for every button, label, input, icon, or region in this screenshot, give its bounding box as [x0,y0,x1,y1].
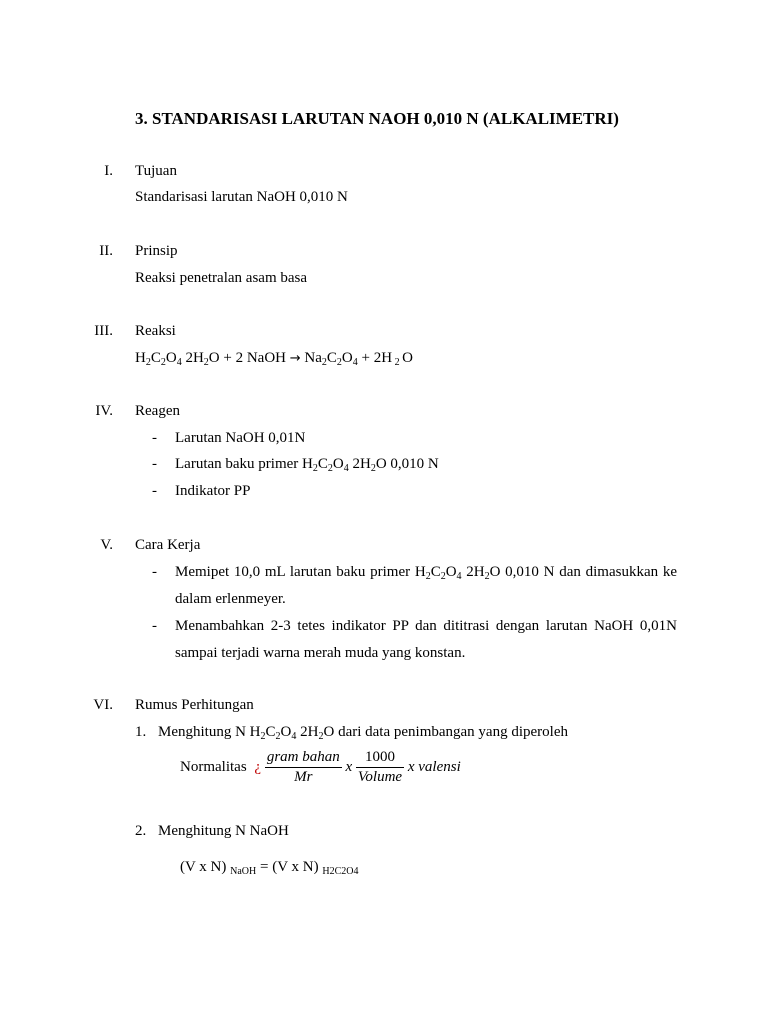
section-body-prinsip: Reaksi penetralan asam basa [135,270,308,286]
formula-step-2-text: Menghitung N NaOH [158,823,289,839]
multiply-sign: x [345,759,353,775]
fraction-1000-over-volume: $\frac{1000}{\text{Volume}}$ [357,749,403,785]
reagent-item-3: Indikator PP [175,483,251,499]
multiply-sign: x [407,759,415,775]
procedure-step-2-line-1: Menambahkan 2-3 tetes indikator PP dan dititrasi dengan larutan NaOH 0,01N [175,618,677,634]
formula-step-2-number: 2. [135,823,147,839]
section-number-6: VI. [93,697,113,713]
section-heading-reaksi: Reaksi [135,323,176,339]
reagent-item-2: Larutan baku primer $H_2C_2O_4$ $2H_2O$ 0,010 N [175,456,439,474]
section-number-3: III. [94,323,113,339]
reaction-equation: $H_2C_2O_4$ $2H_2O + 2$ NaOH → $Na_2C_2O_4 + 2H$ $_2$ O [135,350,413,368]
fraction-gram-over-mr: $\frac{\text{gram bahan}}{Mr}$ [266,749,340,785]
section-heading-prinsip: Prinsip [135,243,178,259]
list-bullet: - [152,430,157,446]
section-number-5: V. [100,537,113,553]
section-heading-reagen: Reagen [135,403,180,419]
formula-step-1-number: 1. [135,724,147,740]
list-bullet: - [152,564,157,580]
section-number-2: II. [99,243,113,259]
titration-equation: (V x N) $_{NaOH}$ = (V x N) $_{H2C2O4}$ [180,859,359,877]
reagent-item-1: Larutan NaOH 0,01N [175,430,306,446]
section-number-1: I. [104,163,113,179]
question-mark-symbol: ¿ [254,759,262,775]
procedure-step-2-line-2: sampai terjadi warna merah muda yang konstan. [175,645,466,661]
formula-step-1-text: Menghitung N $H_2C_2O_4$ $2H_2O$ dari data penimbangan yang diperoleh [158,724,568,742]
section-body-tujuan: Standarisasi larutan NaOH 0,010 N [135,189,348,205]
normalitas-formula [180,749,461,786]
section-number-4: IV. [95,403,113,419]
list-bullet: - [152,483,157,499]
normalitas-label: Normalitas [180,759,247,775]
section-heading-tujuan: Tujuan [135,163,177,179]
procedure-step-1-line-2: dalam erlenmeyer. [175,591,286,607]
procedure-step-1-line-1: Memipet 10,0 mL larutan baku primer $H_2C_2O_4$ $2H_2O$ 0,010 N dan dimasukkan ke [175,564,677,582]
list-bullet: - [152,618,157,634]
section-heading-rumus: Rumus Perhitungan [135,697,254,713]
page-title: 3. STANDARISASI LARUTAN NAOH 0,010 N (ALKALIMETRI) [135,109,619,128]
valensi-term: valensi [418,759,461,775]
section-heading-cara-kerja: Cara Kerja [135,537,201,553]
arrow-icon: → [289,351,301,366]
list-bullet: - [152,456,157,472]
